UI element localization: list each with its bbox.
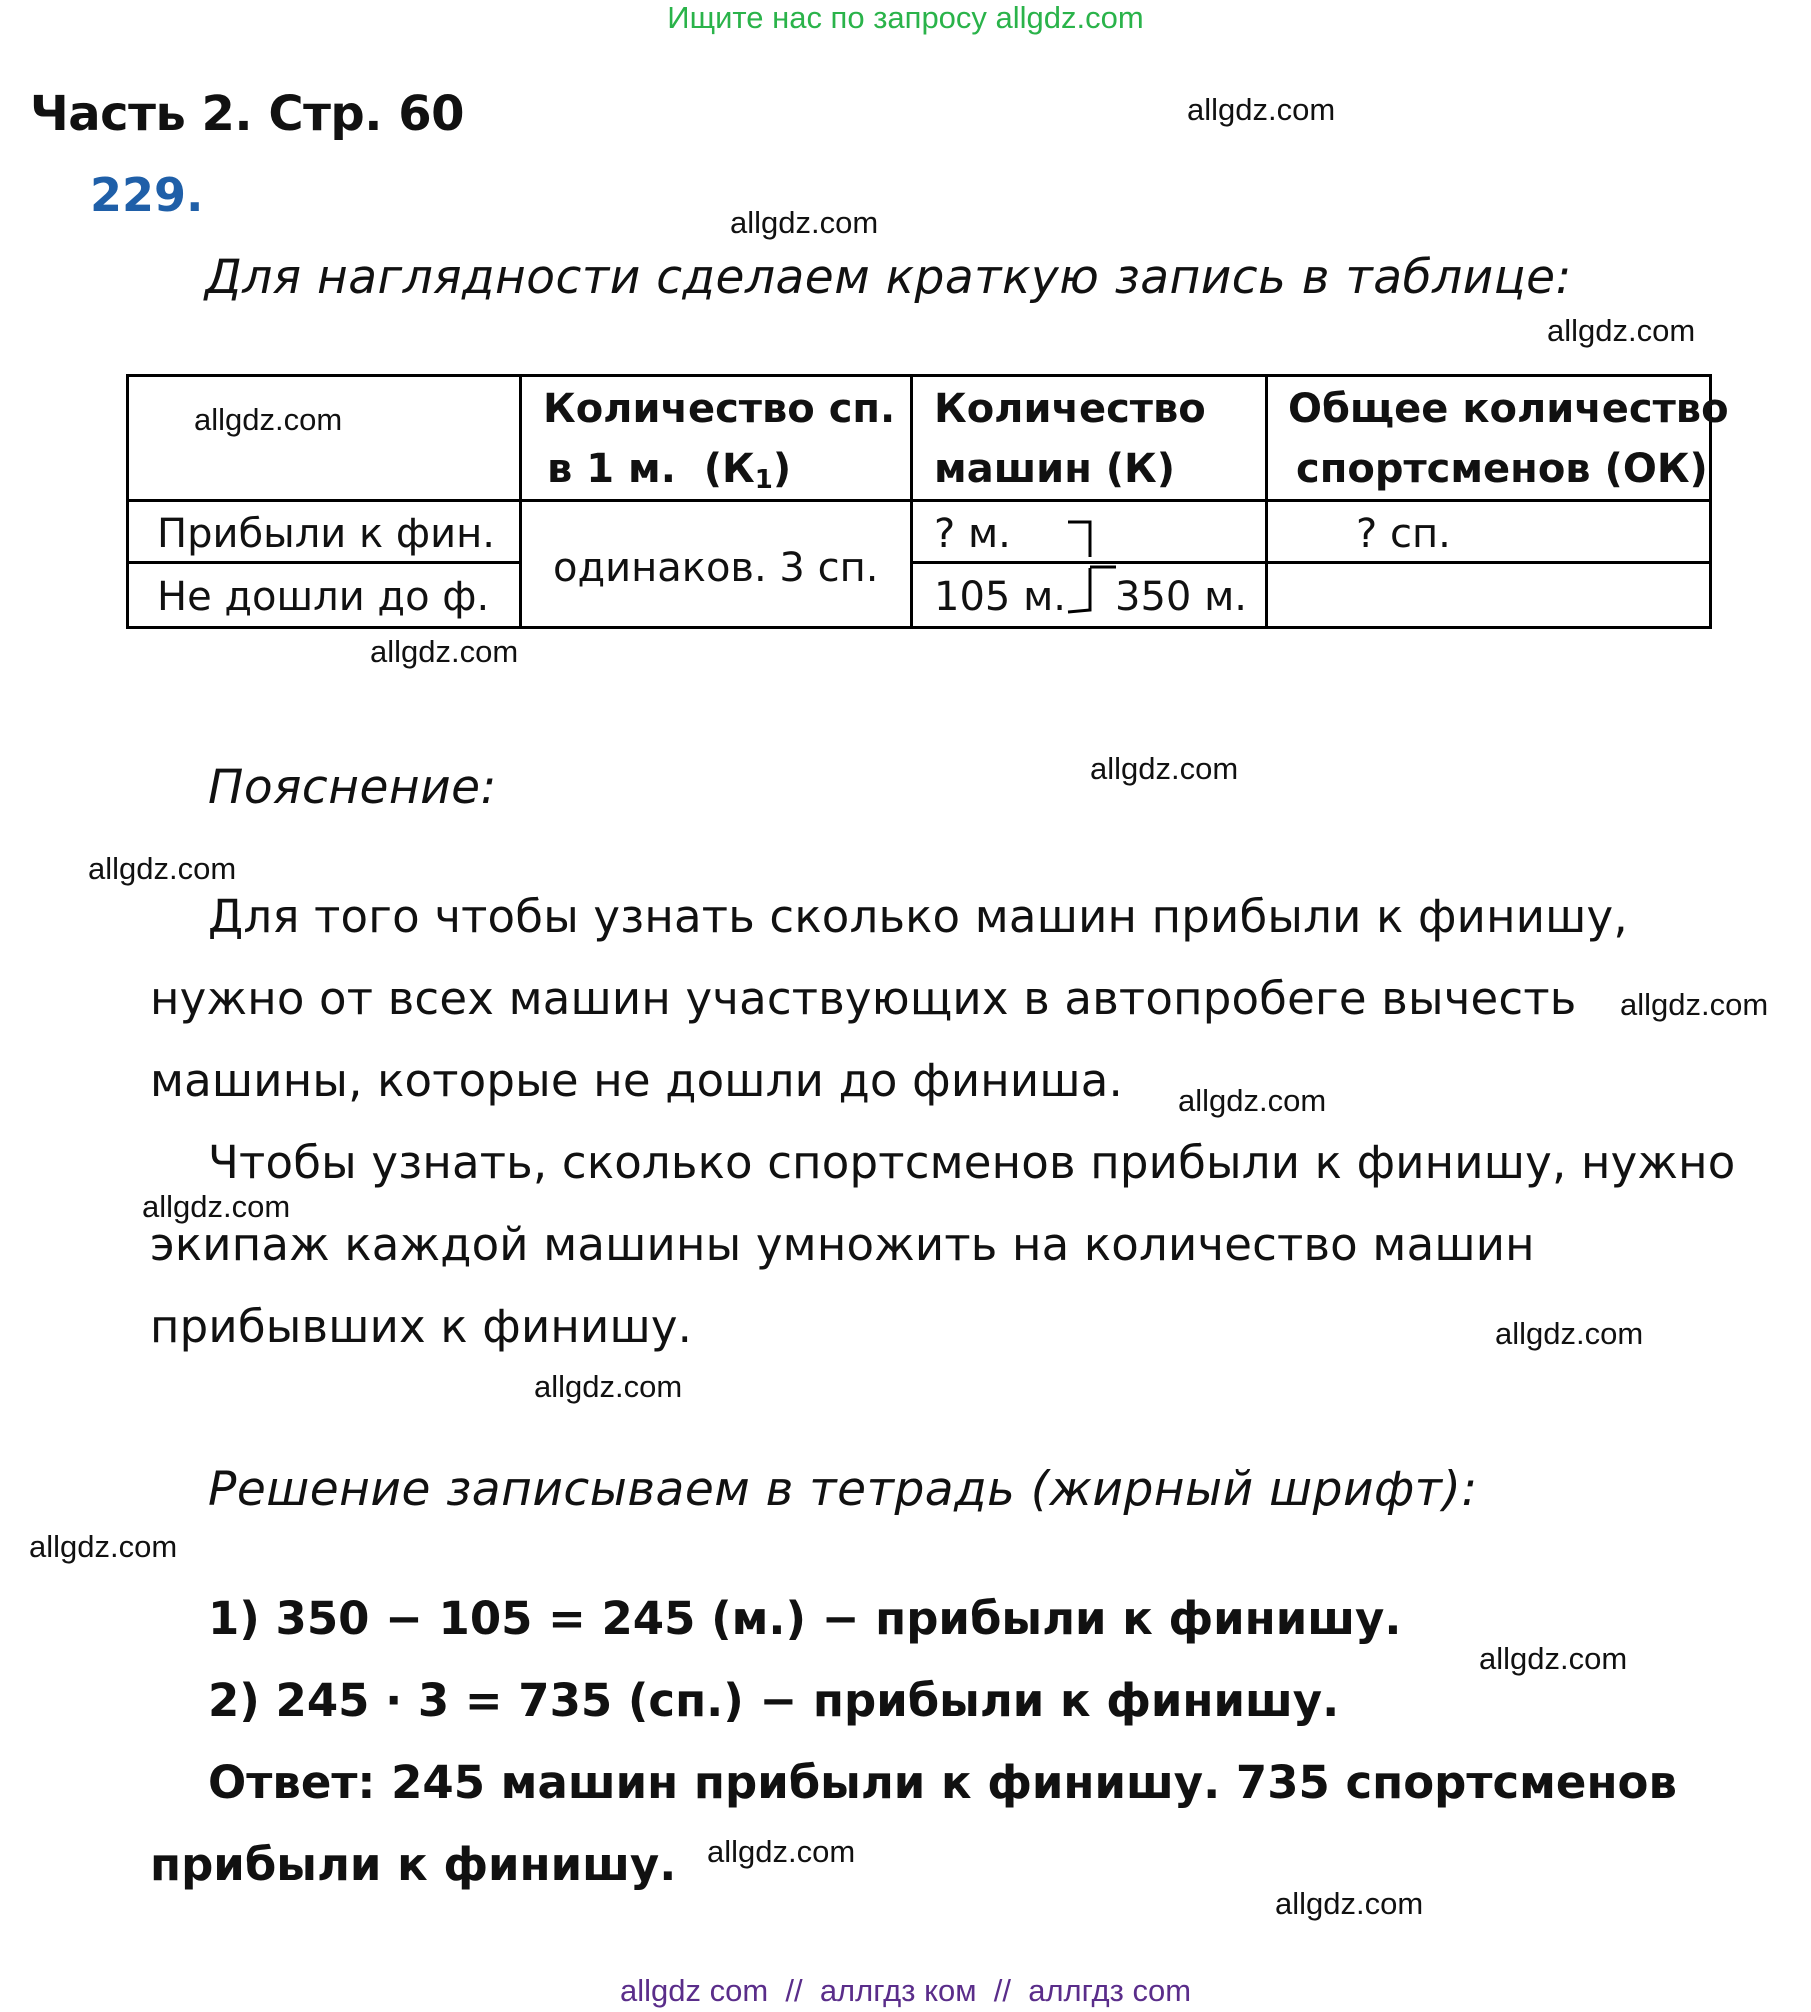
bottom-banner[interactable]: allgdz com // аллгдз ком // аллгдз com: [619, 1973, 1192, 2008]
watermark: allgdz.com: [1479, 1641, 1628, 1676]
short-record-table: [0, 0, 1811, 640]
explanation-line-2: нужно от всех машин участвующих в автопробеге вычесть: [150, 972, 1577, 1025]
explanation-line-6: прибывших к финишу.: [150, 1300, 693, 1353]
watermark: allgdz.com: [142, 1189, 291, 1224]
table-border-top: [126, 374, 1712, 377]
table-row-divider-right: [910, 561, 1712, 564]
explanation-line-4: Чтобы узнать, сколько спортсменов прибыли к финишу, нужно: [208, 1136, 1736, 1189]
header-cars-line1: Количество: [934, 386, 1206, 432]
watermark: allgdz.com: [1275, 1886, 1424, 1921]
header-total-line2: спортсменов (ОК): [1296, 446, 1708, 492]
top-banner[interactable]: Ищите нас по запросу allgdz.com: [667, 0, 1144, 35]
cell-cars-arrived: ? м.: [934, 511, 1011, 557]
header-cars-line2: машин (К): [934, 446, 1176, 492]
watermark: allgdz.com: [1090, 751, 1239, 786]
explanation-line-1: Для того чтобы узнать сколько машин прибыли к финишу,: [208, 890, 1628, 943]
cell-total-arrived: ? сп.: [1356, 511, 1451, 557]
header-per-car-abbr: (К: [703, 446, 755, 492]
header-per-car-sub: 1: [754, 465, 773, 495]
solution-answer-cont: прибыли к финишу.: [150, 1838, 677, 1891]
explanation-line-3: машины, которые не дошли до финиша.: [150, 1054, 1123, 1107]
header-per-car-close: ): [772, 446, 792, 492]
explanation-title: Пояснение:: [208, 760, 497, 815]
watermark: allgdz.com: [370, 634, 519, 669]
page-heading: Часть 2. Стр. 60: [30, 86, 465, 142]
watermark: allgdz.com: [707, 1834, 856, 1869]
watermark: allgdz.com: [534, 1369, 683, 1404]
row-label-arrived: Прибыли к фин.: [157, 511, 495, 557]
solution-step-1: 1) 350 − 105 = 245 (м.) − прибыли к финишу.: [208, 1592, 1402, 1645]
solution-answer: Ответ: 245 машин прибыли к финишу. 735 спортсменов: [208, 1756, 1677, 1809]
watermark: allgdz.com: [88, 851, 237, 886]
header-per-car-unit: в 1 м.: [547, 446, 676, 492]
watermark: allgdz.com: [730, 205, 879, 240]
header-total-line1: Общее количество: [1288, 386, 1729, 432]
header-per-car-line2: [547, 446, 791, 495]
watermark: allgdz.com: [1620, 987, 1769, 1022]
watermark: allgdz.com: [1495, 1316, 1644, 1351]
watermark: allgdz.com: [29, 1529, 178, 1564]
cell-per-car: одинаков. 3 сп.: [553, 545, 879, 591]
cell-cars-not-arrived: 105 м.: [934, 574, 1066, 620]
table-header-divider: [126, 499, 1712, 502]
watermark: allgdz.com: [1547, 313, 1696, 348]
task-number: 229.: [90, 168, 204, 222]
intro-text: Для наглядности сделаем краткую запись в таблице:: [205, 250, 1572, 305]
brace-icon: [1062, 512, 1122, 622]
table-row-divider-left: [126, 561, 521, 564]
explanation-line-5: экипаж каждой машины умножить на количество машин: [150, 1218, 1535, 1271]
solution-title: Решение записываем в тетрадь (жирный шрифт):: [208, 1462, 1478, 1517]
header-per-car-line1: Количество сп.: [543, 386, 896, 432]
watermark: allgdz.com: [1178, 1083, 1327, 1118]
row-label-not-arrived: Не дошли до ф.: [157, 574, 490, 620]
table-border-bottom: [126, 626, 1712, 629]
watermark: allgdz.com: [1187, 92, 1336, 127]
cell-cars-total: 350 м.: [1115, 574, 1247, 620]
watermark: allgdz.com: [194, 402, 343, 437]
solution-step-2: 2) 245 · 3 = 735 (сп.) − прибыли к финишу.: [208, 1674, 1340, 1727]
